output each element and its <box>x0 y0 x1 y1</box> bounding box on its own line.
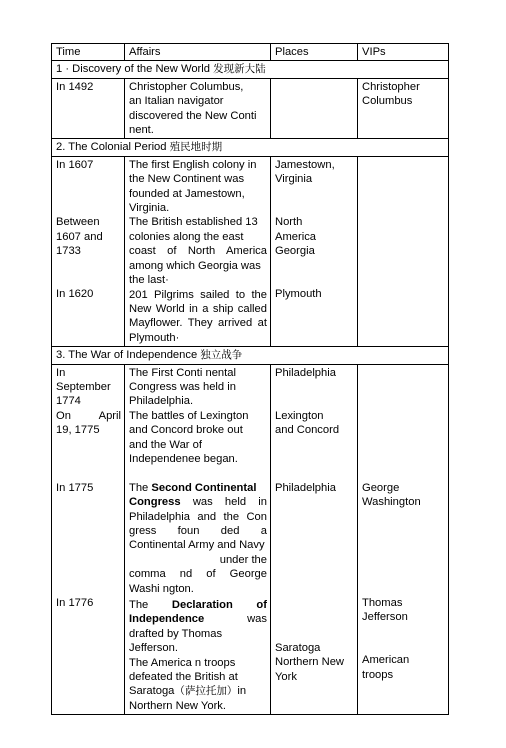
places-line: Jamestown, <box>275 158 335 171</box>
affairs-line: 201 Pilgrims sailed to the <box>129 288 267 301</box>
places-line: Virginia <box>275 173 313 186</box>
affairs-line: gress foun ded a <box>129 524 267 537</box>
table-row <box>52 156 449 346</box>
affairs-rest: was <box>204 613 267 626</box>
affairs-line: The First Conti nental <box>129 366 236 379</box>
section-title-row <box>52 61 449 78</box>
affairs-line: nent. <box>129 124 154 137</box>
affairs-line <box>129 612 267 626</box>
table-row <box>52 78 449 139</box>
section-title-text: 2. The Colonial Period <box>56 141 167 154</box>
affairs-cell <box>125 364 271 715</box>
vips-line: Jefferson <box>362 611 408 624</box>
section-title <box>52 139 449 156</box>
affairs-line: founded at Jamestown, <box>129 187 245 200</box>
vips-cell <box>358 364 449 715</box>
places-line: Lexington <box>275 409 324 422</box>
affairs-saratoga-cn: （萨拉托加） <box>174 685 238 698</box>
affairs-line: comma nd of George <box>129 568 267 581</box>
time-cell <box>52 156 125 346</box>
time-line: Between <box>56 216 100 229</box>
affairs-line: The first English colony in <box>129 158 257 171</box>
affairs-saratoga: Saratoga <box>129 685 175 698</box>
vips-cell <box>358 78 449 139</box>
places-line: North <box>275 216 303 229</box>
section-title <box>52 347 449 364</box>
time-cell: In 1492 <box>52 78 125 139</box>
affairs-cell <box>125 156 271 346</box>
places-line: Northern New <box>275 656 345 669</box>
affairs-line: and Concord broke out <box>129 424 243 437</box>
affairs-line <box>129 598 267 612</box>
vips-line: Columbus <box>362 95 413 108</box>
time-line: In 1607 <box>56 158 94 171</box>
time-line: In 1776 <box>56 596 94 609</box>
time-line: On April <box>56 409 121 422</box>
time-line: September <box>56 380 111 393</box>
places-line: Georgia <box>275 245 315 258</box>
affairs-line: drafted by Thomas <box>129 627 223 640</box>
places-line: Saratoga <box>275 642 321 655</box>
affairs-line: New World in a ship called <box>129 302 267 315</box>
affairs-line <box>129 495 267 509</box>
affairs-line: The battles of Lexington <box>129 409 249 422</box>
affairs-line: Philadelphia. <box>129 395 194 408</box>
affairs-bold: Congress <box>129 496 181 509</box>
affairs-line: under the <box>219 553 267 566</box>
affairs-bold: Second Continental <box>151 481 257 494</box>
places-line: America <box>275 230 317 243</box>
affairs-line: Independenee began. <box>129 452 238 465</box>
affairs-rest: was held in <box>180 496 267 509</box>
affairs-line: the New Continent was <box>129 173 245 186</box>
section-title-cn: 殖民地时期 <box>169 141 223 154</box>
places-cell <box>271 364 358 715</box>
affairs-line: Christopher Columbus, <box>129 80 244 93</box>
affairs-line: Philadelphia and the Con <box>129 510 267 523</box>
affairs-line: Continental Army and Navy <box>129 539 265 552</box>
affairs-line: Mayflower. They arrived at <box>129 317 267 330</box>
vips-line: troops <box>362 668 394 681</box>
affairs-line: defeated the British at <box>129 671 238 684</box>
header-vips: VIPs <box>358 44 449 61</box>
affairs-line: discovered the New Conti <box>129 109 257 122</box>
affairs-bold: Independence <box>129 613 205 626</box>
section-title-text: 1 · Discovery of the New World <box>56 63 210 76</box>
places-line: Philadelphia <box>275 481 336 494</box>
affairs-line: among which Georgia was <box>129 259 261 272</box>
affairs-line: Virginia. <box>129 202 170 215</box>
places-cell <box>271 156 358 346</box>
affairs-line: an Italian navigator <box>129 95 224 108</box>
time-cell <box>52 364 125 715</box>
section-title-cn: 独立战争 <box>200 349 243 362</box>
header-time: Time <box>52 44 125 61</box>
places-line: York <box>275 670 297 683</box>
affairs-line: Congress was held in <box>129 380 236 393</box>
table-row <box>52 364 449 715</box>
affairs-cell <box>125 78 271 139</box>
time-line: In <box>56 366 66 379</box>
places-line: Plymouth <box>275 288 322 301</box>
places-cell <box>271 78 358 139</box>
history-table-page <box>51 43 448 715</box>
places-line: and Concord <box>275 424 340 437</box>
affairs-line: and the War of <box>129 438 202 451</box>
places-line: Philadelphia <box>275 366 336 379</box>
header-row <box>52 44 449 61</box>
affairs-line: Jefferson. <box>129 642 178 655</box>
section-title <box>52 61 449 78</box>
affairs-line: the last· <box>129 274 169 287</box>
time-line: 19, 1775 <box>56 424 100 437</box>
affairs-line: Plymouth· <box>129 331 180 344</box>
vips-cell <box>358 156 449 346</box>
time-line: 1774 <box>56 395 81 408</box>
vips-line: Christopher <box>362 80 420 93</box>
section-title-cn: 发现新大陆 <box>213 63 266 76</box>
affairs-line: Washi ngton. <box>129 582 194 595</box>
affairs-line: colonies along the east <box>129 230 244 243</box>
section-title-text: 3. The War of Independence <box>56 349 198 362</box>
vips-line: Washington <box>362 496 421 509</box>
affairs-line <box>129 684 267 698</box>
time-line: 1733 <box>56 245 81 258</box>
history-table <box>51 43 449 715</box>
affairs-line: The America n troops <box>129 656 236 669</box>
affairs-bold: Declaration of <box>171 599 267 612</box>
affairs-pre: The <box>129 481 152 494</box>
time-line: 1607 and <box>56 230 103 243</box>
affairs-pre: The <box>129 599 172 612</box>
vips-line: American <box>362 654 410 667</box>
time-line: In 1620 <box>56 288 94 301</box>
header-affairs: Affairs <box>125 44 271 61</box>
affairs-line <box>129 481 267 495</box>
section-title-row <box>52 139 449 156</box>
header-places: Places <box>271 44 358 61</box>
affairs-saratoga-in: in <box>237 685 247 698</box>
vips-line: Thomas <box>362 596 403 609</box>
affairs-line: coast of North America <box>129 245 267 258</box>
vips-line: George <box>362 481 400 494</box>
affairs-line: The British established 13 <box>129 216 258 229</box>
affairs-line: Northern New York. <box>129 699 227 712</box>
section-title-row <box>52 347 449 364</box>
time-line: In 1775 <box>56 481 94 494</box>
